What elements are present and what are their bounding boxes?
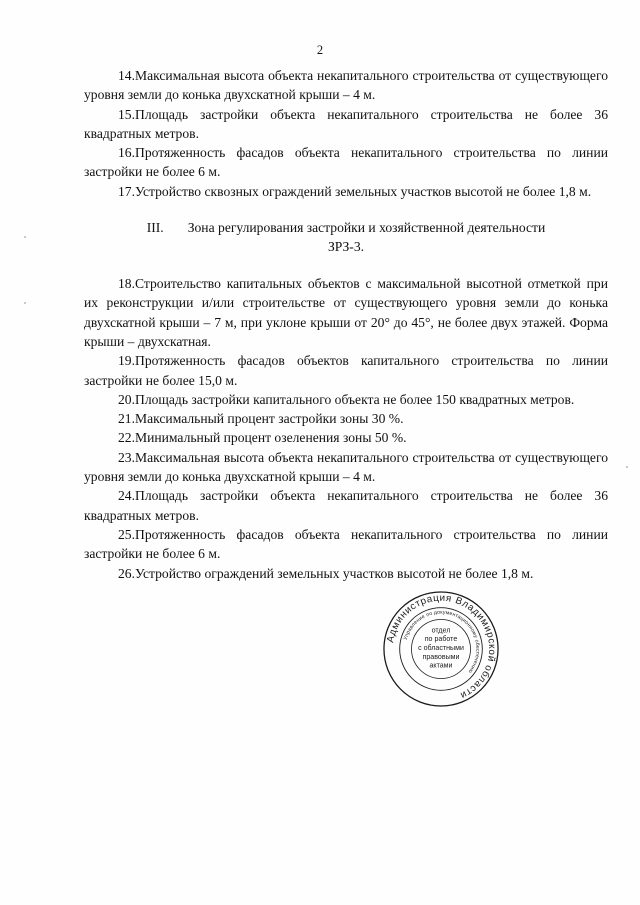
item-text: Устройство сквозных ограждений земельных участков высотой не более 1,8 м. — [135, 183, 592, 199]
item-text: Максимальная высота объекта некапитального строительства от существующего уровня земли до конька двухскатной крыши – 4 м. — [84, 68, 608, 103]
item-text: Площадь застройки капитального объекта не более 150 квадратных метров. — [135, 391, 575, 407]
stamp-center-line: отдел — [431, 626, 451, 635]
item-text: Протяженность фасадов объекта некапитального строительства по линии застройки не более 6 м. — [84, 145, 608, 180]
list-item — [84, 105, 608, 144]
item-number: 20. — [118, 391, 135, 407]
item-number: 16. — [118, 145, 135, 161]
list-item — [84, 66, 608, 105]
item-text: Максимальная высота объекта некапитального строительства от существующего уровня земли до конька двухскатной крыши – 4 м. — [84, 449, 608, 485]
items-top-list — [84, 66, 608, 201]
list-item — [84, 564, 608, 583]
section-heading — [84, 218, 608, 256]
item-number: 22. — [118, 430, 135, 446]
item-number: 23. — [118, 449, 135, 465]
item-number: 19. — [118, 353, 135, 369]
list-item — [84, 182, 608, 201]
item-text: Устройство ограждений земельных участков высотой не более 1,8 м. — [135, 565, 534, 581]
item-number: 21. — [118, 411, 135, 427]
item-text: Минимальный процент озеленения зоны 50 %. — [135, 430, 407, 446]
list-item — [84, 409, 608, 428]
stamp-outer-text: Администрация Владимирской области — [385, 592, 498, 701]
item-number: 25. — [118, 526, 135, 542]
list-item — [84, 428, 608, 447]
item-text: Площадь застройки объекта некапитального строительства не более 36 квадратных метров. — [84, 106, 608, 141]
item-number: 24. — [118, 488, 135, 504]
item-text: Протяженность фасадов объектов капитального строительства по линии застройки не более 15,0 м. — [84, 353, 608, 388]
stamp-inner-text: Управление по документационному обеспечению — [402, 609, 481, 675]
list-item — [84, 486, 608, 525]
items-bottom-list — [84, 274, 608, 583]
item-number: 18. — [118, 276, 135, 292]
item-number: 17. — [118, 183, 135, 199]
list-item — [84, 390, 608, 409]
scan-speck — [626, 466, 628, 468]
item-text: Максимальный процент застройки зоны 30 %. — [135, 411, 404, 427]
stamp-center-line: правовыми — [422, 652, 460, 661]
stamp-center-line: с областными — [418, 643, 464, 652]
list-item — [84, 143, 608, 182]
official-stamp — [382, 590, 500, 708]
item-number: 14. — [118, 68, 135, 83]
list-item — [84, 525, 608, 564]
document-body — [84, 66, 608, 583]
section-title-line2: ЗРЗ-3. — [327, 239, 365, 255]
scan-speck — [24, 236, 26, 238]
list-item — [84, 351, 608, 390]
item-text: Площадь застройки объекта некапитального строительства не более 36 квадратных метров. — [84, 488, 608, 523]
item-text: Протяженность фасадов объекта некапитального строительства по линии застройки не более 6 м. — [84, 526, 608, 562]
section-number: III. — [146, 220, 164, 236]
item-text: Строительство капитальных объектов с максимальной высотной отметкой при их реконструкции и/или строительстве от существующего уровня земли до конька двухскатной крыши – 7 м, при уклоне крыши от 20° до 45°, не более двух этажей. Форма крыши – двухскатная. — [84, 276, 608, 349]
section-title-line1: Зона регулирования застройки и хозяйственной деятельности — [187, 220, 546, 236]
list-item — [84, 448, 608, 487]
scan-speck — [24, 302, 26, 304]
item-number: 26. — [118, 565, 135, 581]
item-number: 15. — [118, 106, 135, 122]
stamp-center-line: актами — [429, 661, 453, 670]
list-item — [84, 274, 608, 351]
stamp-center-line: по работе — [424, 635, 458, 644]
page-number: 2 — [316, 43, 324, 57]
